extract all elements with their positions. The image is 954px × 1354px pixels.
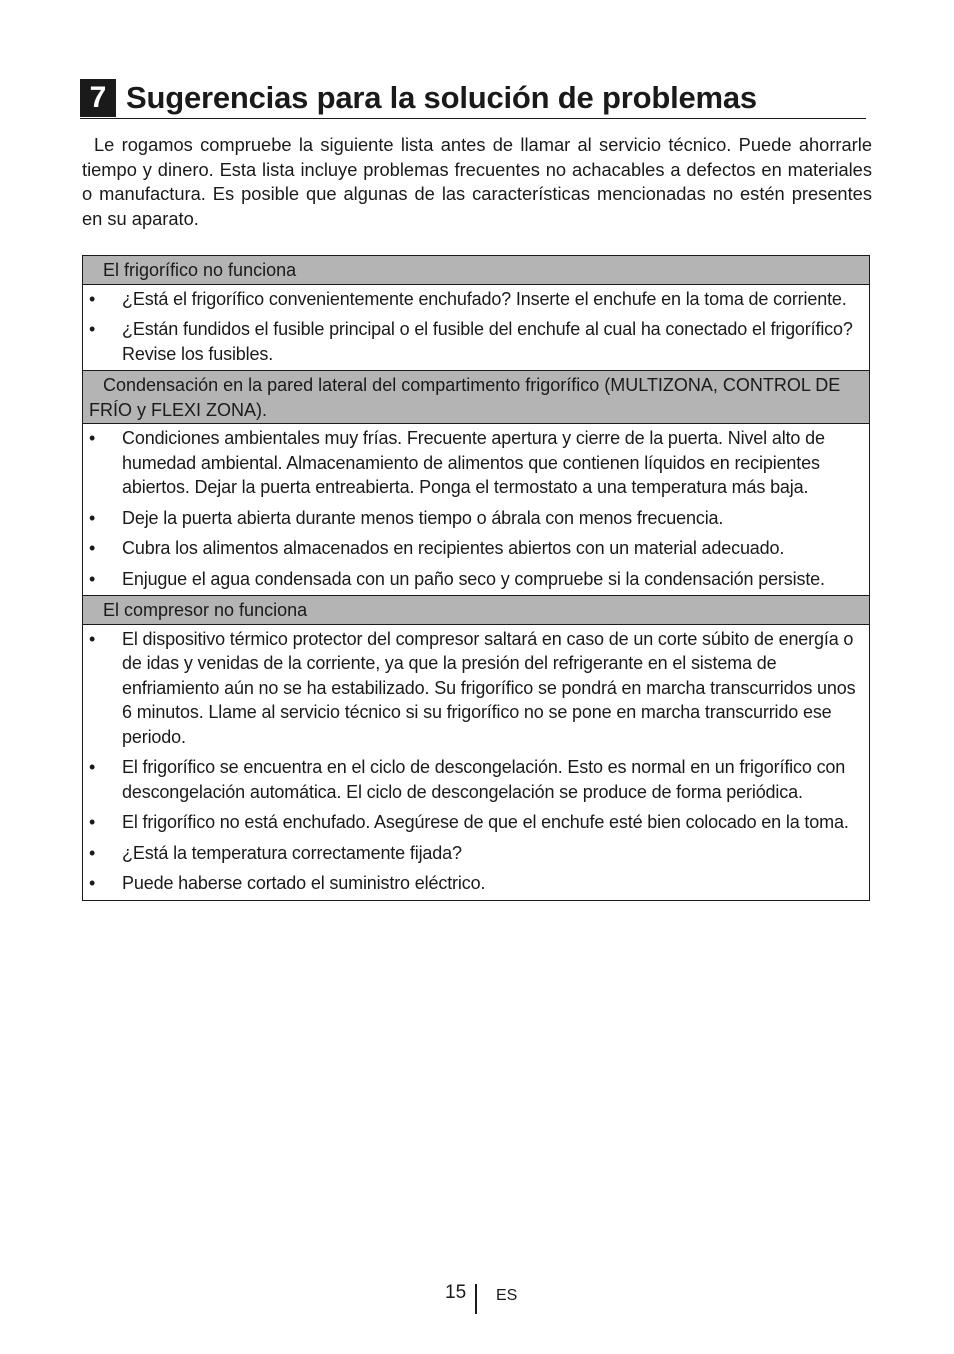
intro-paragraph: Le rogamos compruebe la siguiente lista antes de llamar al servicio técnico. Puede ahorrarle tiempo y dinero. Esta lista incluye problemas frecuentes no achacables a defectos en materiales o manufactura. Es posible que algunas de las características mencionadas no estén presentes en su aparato. — [82, 134, 872, 229]
list-item-text: Condiciones ambientales muy frías. Frecuente apertura y cierre de la puerta. Nivel alto de humedad ambiental. Almacenamiento de alimentos que contienen líquidos en recipientes abiertos. Dejar la puerta entreabierta. Ponga el termostato a una temperatura más baja. — [122, 428, 825, 497]
list-item-text: Enjugue el agua condensada con un paño seco y compruebe si la condensación persiste. — [122, 568, 825, 589]
bullet-icon: • — [89, 842, 96, 863]
bullet-icon: • — [89, 538, 96, 558]
list-item — [83, 567, 869, 592]
bullet-icon: • — [89, 288, 96, 309]
list-item-text: El frigorífico se encuentra en el ciclo de descongelación. Esto es normal en un frigorífico con descongelación automática. El ciclo de descongelación se produce de forma periódica. — [122, 757, 846, 802]
list-item-text: ¿Está la temperatura correctamente fijada? — [122, 842, 462, 863]
bullet-icon: • — [89, 873, 96, 893]
bullet-icon: • — [89, 319, 96, 339]
list-item — [83, 426, 869, 500]
bullet-icon: • — [89, 812, 96, 832]
footer-separator — [475, 1284, 477, 1314]
section-body — [83, 424, 869, 595]
list-item — [83, 506, 869, 531]
language-code: ES — [496, 1287, 518, 1304]
bullet-icon: • — [89, 757, 96, 777]
section-header: El compresor no funciona — [83, 595, 869, 625]
list-item — [83, 536, 869, 561]
troubleshooting-table — [82, 255, 870, 901]
list-item-text: Deje la puerta abierta durante menos tiempo o ábrala con menos frecuencia. — [122, 507, 724, 528]
list-item — [83, 871, 869, 896]
page-footer — [0, 1282, 954, 1314]
bullet-icon: • — [89, 507, 96, 528]
section-header: Condensación en la pared lateral del compartimento frigorífico (MULTIZONA, CONTROL DE FRÍO y FLEXI ZONA). — [83, 370, 869, 424]
page-title: Sugerencias para la solución de problemas — [126, 80, 757, 115]
bullet-icon: • — [89, 428, 96, 448]
list-item-text: El dispositivo térmico protector del compresor saltará en caso de un corte súbito de energía o de idas y venidas de la corriente, ya que la presión del refrigerante en el sistema de enfriamiento aún no se ha estabilizado. Su frigorífico se pondrá en marcha transcurridos unos 6 minutos. Llame al servicio técnico si su frigorífico no se pone en marcha transcurrido ese periodo. — [122, 628, 856, 747]
section-header: El frigorífico no funciona — [83, 256, 869, 285]
section-body — [83, 625, 869, 900]
list-item-text: Puede haberse cortado el suministro eléctrico. — [122, 873, 486, 893]
list-item — [83, 755, 869, 804]
section-number: 7 — [80, 79, 116, 117]
bullet-icon: • — [89, 568, 96, 589]
bullet-icon: • — [89, 628, 96, 649]
page-number: 15 — [445, 1282, 467, 1303]
section-heading — [80, 78, 866, 119]
list-item-text: ¿Está el frigorífico convenientemente enchufado? Inserte el enchufe en la toma de corriente. — [122, 288, 847, 309]
list-item — [83, 317, 869, 366]
list-item — [83, 287, 869, 312]
list-item — [83, 841, 869, 866]
list-item-text: El frigorífico no está enchufado. Asegúrese de que el enchufe esté bien colocado en la toma. — [122, 812, 849, 832]
list-item-text: ¿Están fundidos el fusible principal o el fusible del enchufe al cual ha conectado el frigorífico? Revise los fusibles. — [122, 319, 853, 364]
section-body — [83, 285, 869, 371]
list-item-text: Cubra los alimentos almacenados en recipientes abiertos con un material adecuado. — [122, 538, 785, 558]
list-item — [83, 810, 869, 835]
list-item — [83, 627, 869, 750]
